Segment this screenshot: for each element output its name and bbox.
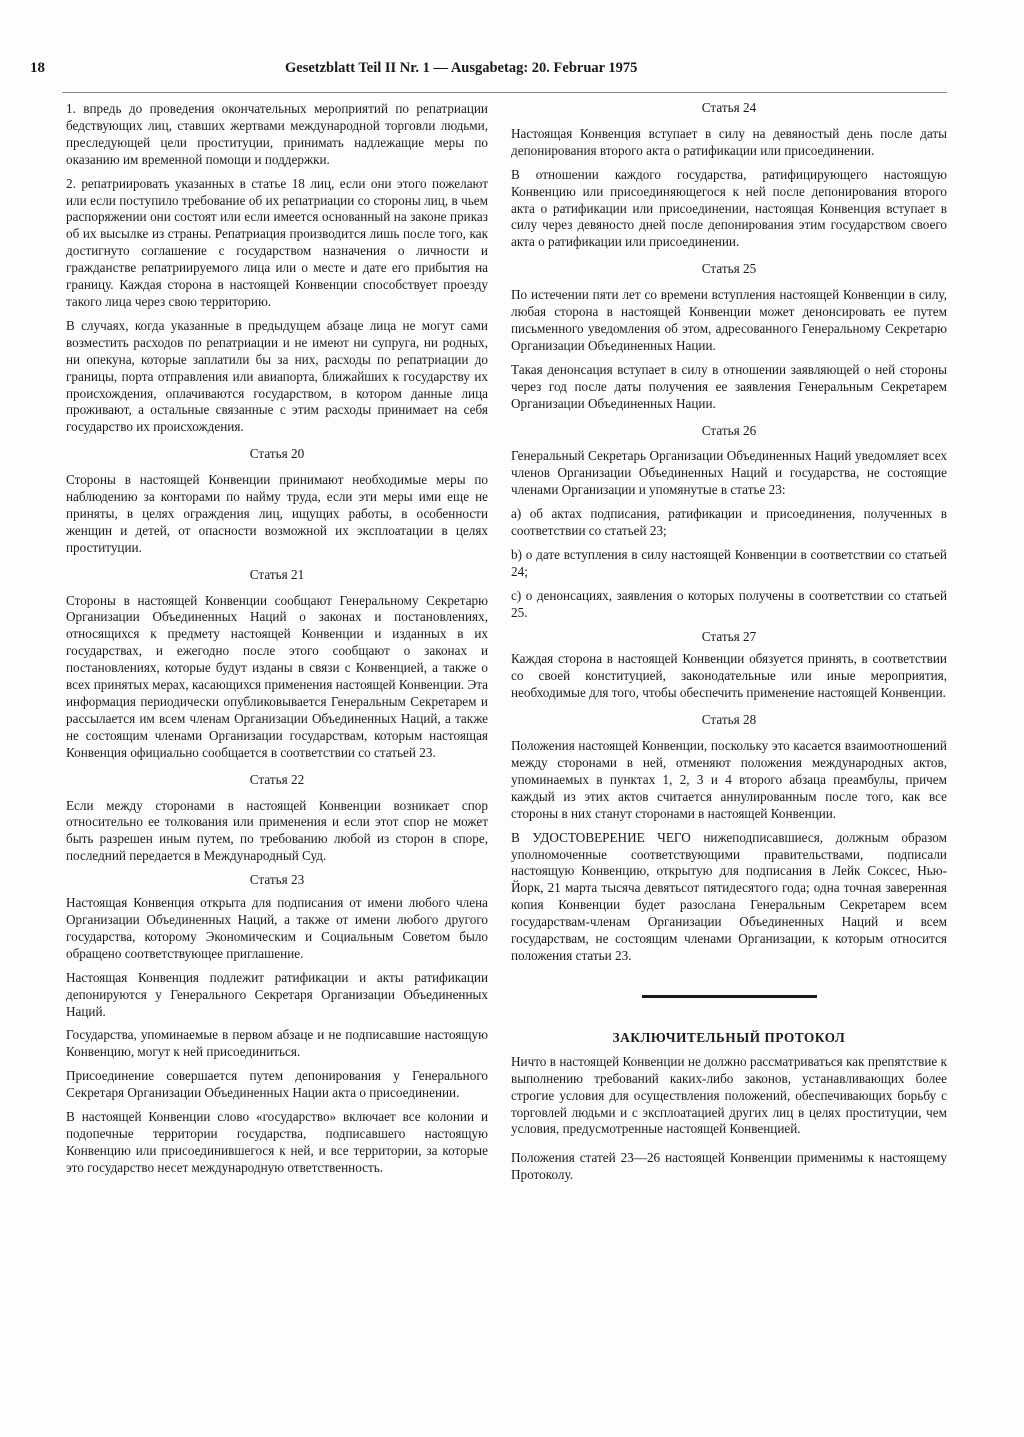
article-23-text-5: В настоящей Конвенции слово «государство» включает все колонии и подопечные территории государства, подписавшего настоящую Конвенцию или присоединившегося к ней, и все территории, за которые это государство несет международную ответственность. [66,1109,488,1175]
article-26-item-c: с) о денонсациях, заявления о которых получены в соответствии со статьей 25. [511,587,947,620]
article-23-heading: Статья 23 [249,872,305,888]
article-25-heading: Статья 25 [701,261,757,277]
article-22-text: Если между сторонами в настоящей Конвенции возникает спор относительно ее толкования или применения и если этот спор не может быть разрешен иным путем, по требованию любой из сторон в споре, последний передается в Международный Суд. [66,797,488,864]
article-28-heading: Статья 28 [701,712,757,728]
article-23-text-4: Присоединение совершается путем депонирования у Генерального Секретаря Организации Объединенных Нации акта о присоединении. [66,1068,488,1101]
article-28-text-1: Положения настоящей Конвенции, поскольку это касается взаимоотношений между сторонами в ней, отменяют положения международных актов, упоминаемых в пунктах 1, 2, 3 и 4 второго абзаца преамбулы, причем каждый из этих актов считается аннулированным после того, как все стороны в них станут сторонами в настоящей Конвенции. [511,738,947,821]
article-23-text-3: Государства, упоминаемые в первом абзаце и не подписавшие настоящую Конвенцию, могут к ней присоединиться. [66,1027,488,1060]
article-24-text-2: В отношении каждого государства, ратифицирующего настоящую Конвенцию или присоединяющегося к ней после депонирования второго акта о ратификации или присоединении, настоящая Конвенция вступает в силу через девяносто дней после депонирования этим государством своего акта о ратификации или присоединении. [511,166,947,250]
article-26-heading: Статья 26 [701,422,757,438]
page-number: 18 [30,60,45,76]
article-26-item-b: b) о дате вступления в силу настоящей Конвенции в соответствии со статьей 24; [511,546,947,579]
article-20-heading: Статья 20 [249,446,305,462]
article-26-item-a: а) об актах подписания, ратификации и присоединения, полученных в соответствии со статьей 23; [511,506,947,539]
article-21-heading: Статья 21 [249,566,305,582]
final-protocol-text-1: Ничто в настоящей Конвенции не должно рассматриваться как препятствие к выполнению требований каких-либо законов, устанавливающих более строгие условия для осуществления положений, обеспечивающих борьбу с торговлей людьми и с эксплоатацией других лиц в целях проституции, чем условия, предусмотренные настоящей Конвенцией. [511,1053,947,1137]
paragraph-item-2: 2. репатриировать указанных в статье 18 лиц, если они этого пожелают или если поступило требование об их репатриации со стороны лиц, в чьем распоряжении они состоят или если имеется основанный на законе приказ об их высылке из страны. Репатриация производится лишь после того, как достигнуто соглашение с государством назначения о личности и гражданстве репатриируемого лица или о месте и дате его прибытия на границу. Каждая сторона в настоящей Конвенции способствует проезду такого лица через свою территорию. [66,175,488,309]
article-25-text-1: По истечении пяти лет со времени вступления настоящей Конвенции в силу, любая сторона в настоящей Конвенции может денонсировать ее путем письменного уведомления об этом, адресованного Генеральному Секретарю Организации Объединенных Нации. [511,287,947,353]
right-column [511,100,947,1191]
article-24-text-1: Настоящая Конвенция вступает в силу на девяностый день после даты депонирования второго акта о ратификации или присоединении. [511,125,947,158]
running-title: Gesetzblatt Teil II Nr. 1 — Ausgabetag: 20. Februar 1975 [285,60,638,76]
article-27-text: Каждая сторона в настоящей Конвенции обязуется принять, в соответствии со своей конституцией, законодательные или иные мероприятия, необходимые для того, чтобы обеспечить применение настоящей Конвенции. [511,651,947,701]
article-28-text-2: В УДОСТОВЕРЕНИЕ ЧЕГО нижеподписавшиеся, должным образом уполномоченные соответствующими правительствами, подписали настоящую Конвенцию, открытую для подписания в Лейк Соксес, Нью-Йорк, 21 марта тысяча девятьсот пятидесятого года; одна точная заверенная копия Конвенции будет разослана Генеральным Секретарем всем государствам-членам Организации Объединенных Наций и всем государствам, не состоящим членами Организации, к которым относится положения статьи 23. [511,829,947,963]
page-header [30,60,955,80]
article-21-text: Стороны в настоящей Конвенции сообщают Генеральному Секретарю Организации Объединенных Наций о законах и постановлениях, относящихся к предмету настоящей Конвенции и изданных в их государствах, и ежегодно после этого сообщают о законах и постановлениях, которые будут изданы в связи с Конвенцией, а также о всех принятых мерах, касающихся применения настоящей Конвенции. Эта информация периодически опубликовывается Генеральным Секретарем и рассылается им всем членам Организации Объединенных Наций, а также не состоящим членами Организации государствам, которым настоящая Конвенция официально сообщается в соответствии со статьей 23. [66,592,488,760]
article-25-text-2: Такая денонсация вступает в силу в отношении заявляющей о ней стороны через год после даты получения ее заявления Генеральным Секретарем Организации Объединенных Нации. [511,361,947,411]
section-divider [642,995,817,998]
article-22-heading: Статья 22 [249,771,305,787]
article-23-text-1: Настоящая Конвенция открыта для подписания от имени любого члена Организации Объединенных Наций, а также от имени любого другого государства, которому Экономическим и Социальным Советом было обращено соответствующее приглашение. [66,895,488,961]
header-divider [62,92,947,93]
article-23-text-2: Настоящая Конвенция подлежит ратификации и акты ратификации депонируются у Генерального Секретаря Организации Объединенных Наций. [66,969,488,1019]
final-protocol-text-2: Положения статей 23—26 настоящей Конвенции применимы к настоящему Протоколу. [511,1150,947,1183]
paragraph-item-1: 1. впредь до проведения окончательных мероприятий по репатриации бедствующих лиц, ставших жертвами международной торговли людьми, преследующей цели проституции, принимать надлежащие меры по оказанию им временной помощи и поддержки. [66,101,488,167]
article-26-text: Генеральный Секретарь Организации Объединенных Наций уведомляет всех членов Организации Объединенных Наций и государства, не состоящие членами Организации и упомянутые в статье 23: [511,448,947,498]
article-27-heading: Статья 27 [701,628,757,644]
paragraph-repatriation-costs: В случаях, когда указанные в предыдущем абзаце лица не могут сами возместить расходов по репатриации и не имеют ни супруга, ни родных, ни опекуна, которые заплатили бы за них, расходы по репатриации до границы, порта отправления или авиапорта, ближайших к государству их происхождения, оплачиваются государством, в котором данные лица проживают, а остальные связанные с этим расходы принимает на себя государство их происхождения. [66,317,488,435]
article-20-text: Стороны в настоящей Конвенции принимают необходимые меры по наблюдению за конторами по найму труда, если эти меры ими еще не приняты, в целях ограждения лиц, ищущих работы, в особенности женщин и детей, от опасности возможной их эксплоатации в целях проституции. [66,472,488,555]
final-protocol-heading: ЗАКЛЮЧИТЕЛЬНЫЙ ПРОТОКОЛ [612,1029,846,1045]
left-column [66,101,488,1184]
article-24-heading: Статья 24 [701,100,757,115]
